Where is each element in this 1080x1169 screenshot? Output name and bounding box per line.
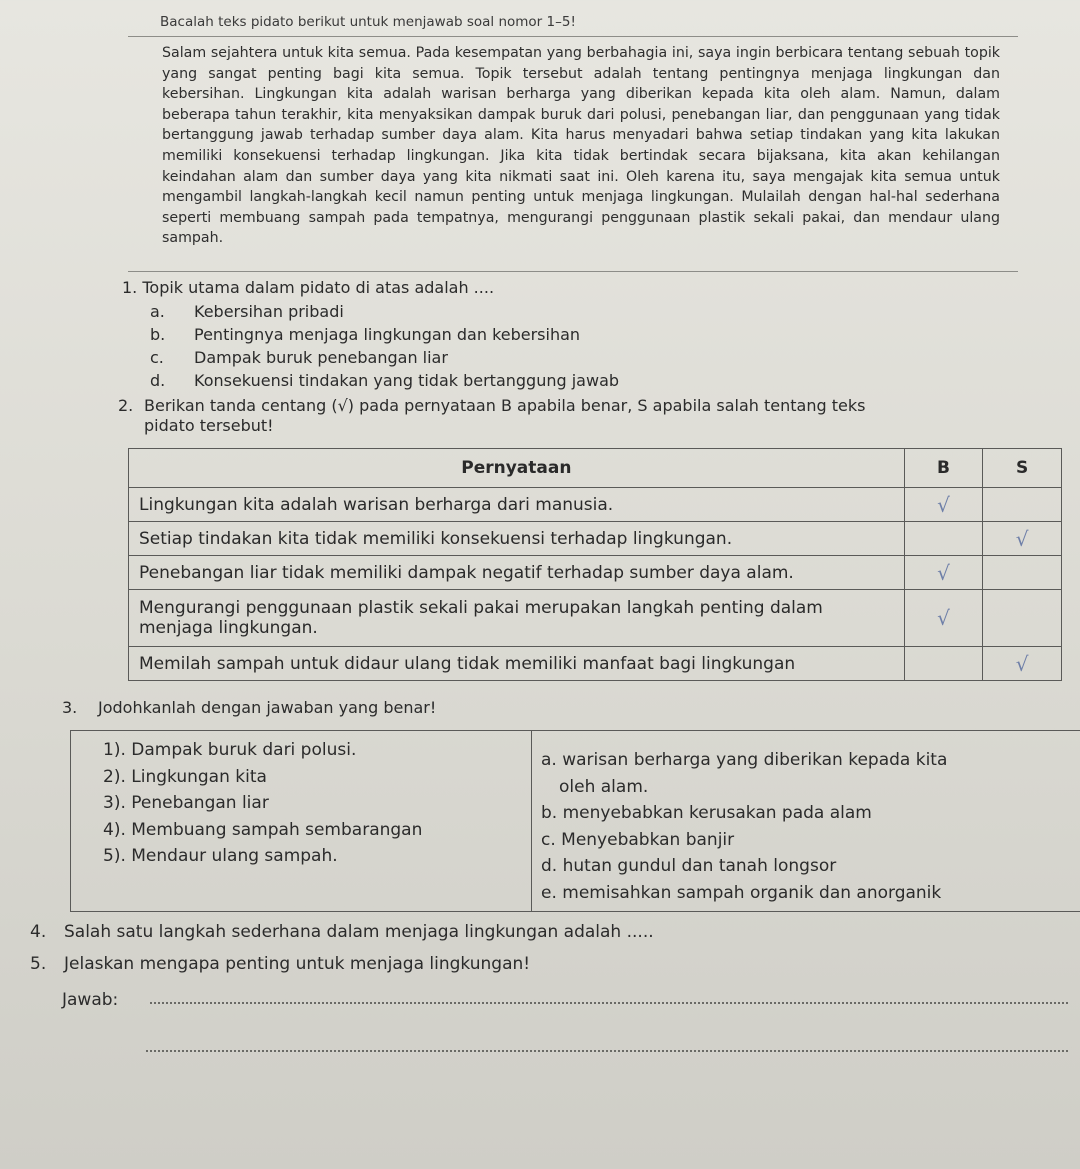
- question-1: [122, 278, 494, 297]
- header-s: S: [983, 449, 1062, 488]
- match-right-item: b. menyebabkan kerusakan pada alam: [541, 803, 872, 823]
- question-4-text: Salah satu langkah sederhana dalam menjaga lingkungan adalah .....: [64, 922, 654, 942]
- answer-label: Jawab:: [62, 990, 119, 1010]
- statement-cell: Mengurangi penggunaan plastik sekali pakai merupakan langkah penting dalam menjaga lingkungan.: [129, 590, 905, 647]
- table-row: [129, 556, 1062, 590]
- instruction-text: Bacalah teks pidato berikut untuk menjawab soal nomor 1–5!: [160, 14, 576, 30]
- question-3: [62, 698, 436, 717]
- question-3-number: 3.: [62, 698, 78, 717]
- question-2-text-cont: pidato tersebut!: [144, 416, 274, 435]
- question-1-number: 1.: [122, 278, 138, 297]
- match-right-item-cont: oleh alam.: [559, 776, 649, 797]
- check-s-cell[interactable]: √: [983, 647, 1062, 681]
- header-statement: Pernyataan: [129, 449, 905, 488]
- statement-cell: Setiap tindakan kita tidak memiliki konsekuensi terhadap lingkungan.: [129, 522, 905, 556]
- match-right-item: e. memisahkan sampah organik dan anorganik: [541, 882, 942, 903]
- question-1-text: Topik utama dalam pidato di atas adalah ....: [142, 278, 495, 297]
- check-b-cell[interactable]: [904, 647, 983, 681]
- option-c[interactable]: c. Dampak buruk penebangan liar: [150, 348, 448, 367]
- match-left-item: 5). Mendaur ulang sampah.: [103, 846, 338, 866]
- matching-left-column: [103, 737, 529, 870]
- question-5: [30, 954, 530, 974]
- answer-line-2[interactable]: [146, 1050, 1068, 1052]
- match-right-item: a. warisan berharga yang diberikan kepada kita: [541, 750, 948, 770]
- table-header-row: [129, 449, 1062, 488]
- statement-cell: Lingkungan kita adalah warisan berharga dari manusia.: [129, 488, 905, 522]
- table-row: [129, 590, 1062, 647]
- question-5-text: Jelaskan mengapa penting untuk menjaga lingkungan!: [64, 954, 531, 974]
- question-2-number: 2.: [118, 396, 134, 415]
- match-left-item: 3). Penebangan liar: [103, 793, 269, 813]
- speech-text: Salam sejahtera untuk kita semua. Pada kesempatan yang berbahagia ini, saya ingin berbicara tentang sebuah topik yang sangat penting bagi kita semua. Topik tersebut adalah tentang pentingnya menjaga lingkungan dan kebersihan. Lingkungan kita adalah warisan berharga yang diberikan kepada kita oleh alam. Namun, dalam beberapa tahun terakhir, kita menyaksikan dampak buruk dari polusi, penebangan liar, dan penggunaan yang tidak bertanggung jawab terhadap sumber daya alam. Kita harus menyadari bahwa setiap tindakan yang kita lakukan memiliki konsekuensi terhadap lingkungan. Jika kita tidak bertindak secara bijaksana, kita akan kehilangan keindahan alam dan sumber daya yang kita nikmati saat ini. Oleh karena itu, saya mengajak kita semua untuk mengambil langkah-langkah kecil namun penting untuk menjaga lingkungan. Mulailah dengan hal-hal sederhana seperti membuang sampah pada tempatnya, mengurangi penggunaan plastik sekali pakai, dan mendaur ulang sampah.: [162, 45, 1000, 247]
- match-left-item: 2). Lingkungan kita: [103, 766, 267, 787]
- check-s-cell[interactable]: [983, 590, 1062, 647]
- matching-box: [70, 730, 1080, 912]
- option-d[interactable]: d. Konsekuensi tindakan yang tidak bertanggung jawab: [150, 371, 620, 390]
- statement-cell: Penebangan liar tidak memiliki dampak negatif terhadap sumber daya alam.: [129, 556, 905, 590]
- question-2: [118, 396, 1038, 436]
- matching-divider: [531, 731, 532, 911]
- answer-line-1[interactable]: [150, 1002, 1068, 1004]
- match-left-item: 1). Dampak buruk dari polusi.: [103, 740, 357, 760]
- check-s-cell[interactable]: [983, 488, 1062, 522]
- check-b-cell[interactable]: [904, 522, 983, 556]
- statement-cell: Memilah sampah untuk didaur ulang tidak memiliki manfaat bagi lingkungan: [129, 647, 905, 681]
- question-1-options: [150, 300, 619, 392]
- check-b-cell[interactable]: √: [904, 556, 983, 590]
- question-3-text: Jodohkanlah dengan jawaban yang benar!: [98, 698, 437, 717]
- option-b[interactable]: b. Pentingnya menjaga lingkungan dan kebersihan: [150, 325, 581, 344]
- table-row: [129, 647, 1062, 681]
- match-left-item: 4). Membuang sampah sembarangan: [103, 819, 423, 840]
- question-2-text: Berikan tanda centang (√) pada pernyataan B apabila benar, S apabila salah tentang teks: [144, 396, 866, 415]
- statement-table: [128, 448, 1062, 681]
- check-s-cell[interactable]: [983, 556, 1062, 590]
- matching-right-column: [541, 747, 1071, 906]
- match-right-item: d. hutan gundul dan tanah longsor: [541, 856, 837, 876]
- table-row: [129, 522, 1062, 556]
- check-s-cell[interactable]: √: [983, 522, 1062, 556]
- option-a[interactable]: a. Kebersihan pribadi: [150, 302, 344, 321]
- question-4: [30, 922, 654, 942]
- question-5-number: 5.: [30, 954, 47, 974]
- check-b-cell[interactable]: √: [904, 590, 983, 647]
- speech-text-box: [128, 36, 1018, 272]
- match-right-item: c. Menyebabkan banjir: [541, 829, 735, 850]
- table-row: [129, 488, 1062, 522]
- header-b: B: [904, 449, 983, 488]
- question-4-number: 4.: [30, 922, 47, 942]
- check-b-cell[interactable]: √: [904, 488, 983, 522]
